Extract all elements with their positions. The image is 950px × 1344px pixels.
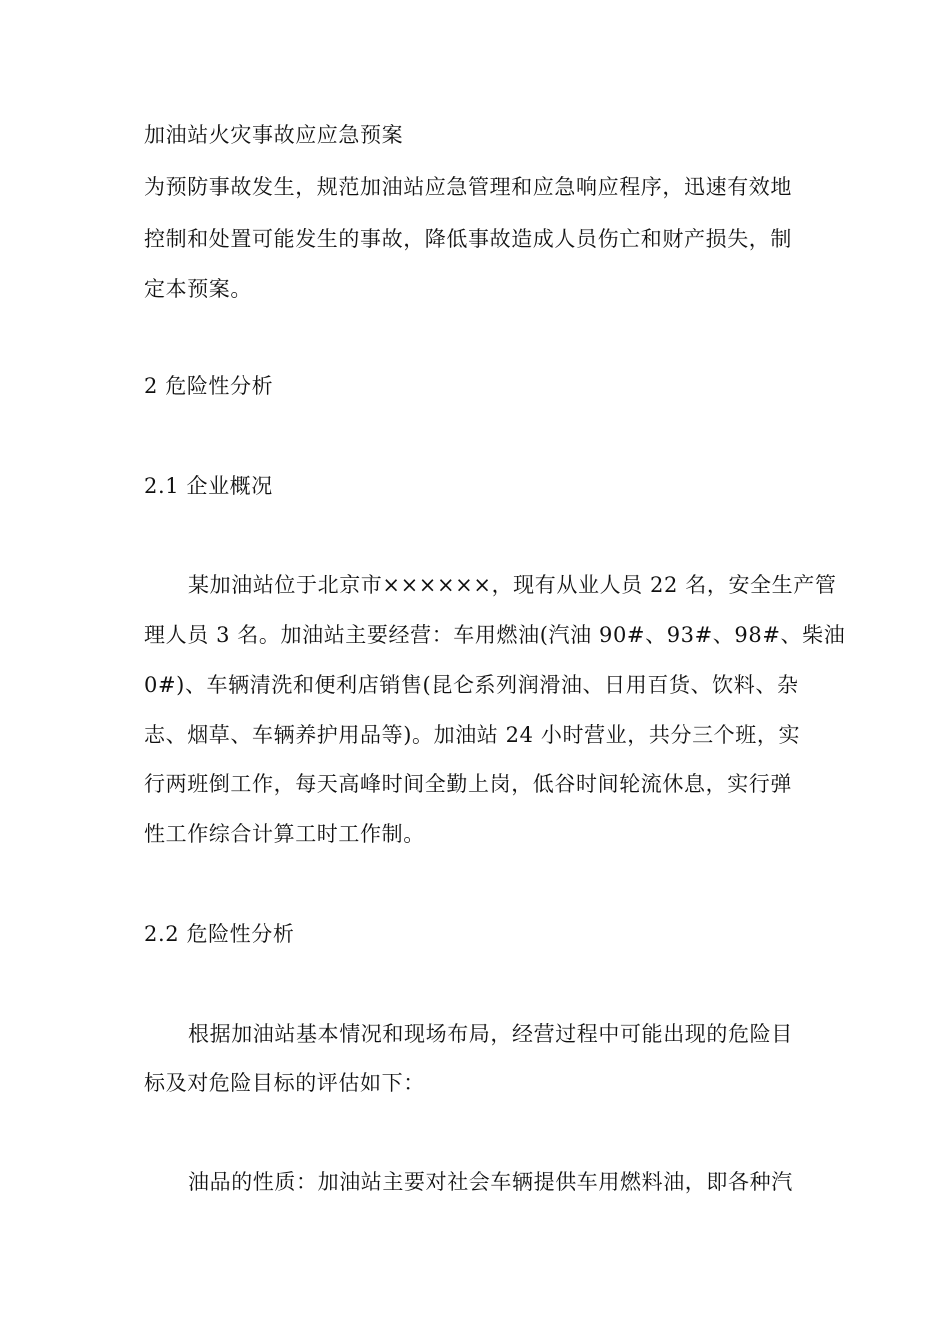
section-2-1-line-1: 某加油站位于北京市××××××，现有从业人员 22 名，安全生产管: [188, 573, 837, 597]
section-2-2-line-1: 根据加油站基本情况和现场布局，经营过程中可能出现的危险目: [188, 1022, 793, 1046]
section-2-1-heading: 2.1 企业概况: [144, 474, 273, 498]
section-2-2-heading: 2.2 危险性分析: [144, 922, 295, 946]
section-2-2-line-2: 标及对危险目标的评估如下：: [144, 1071, 425, 1095]
document-title: 加油站火灾事故应应急预案: [144, 123, 404, 147]
section-2-1-line-6: 性工作综合计算工时工作制。: [144, 822, 425, 846]
oil-property-line: 油品的性质：加油站主要对社会车辆提供车用燃料油，即各种汽: [188, 1170, 793, 1194]
purpose-line-1: 为预防事故发生，规范加油站应急管理和应急响应程序，迅速有效地: [144, 175, 792, 199]
section-2-1-line-3: 0#)、车辆清洗和便利店销售(昆仑系列润滑油、日用百货、饮料、杂: [144, 673, 799, 697]
section-2-heading: 2 危险性分析: [144, 374, 274, 398]
section-2-1-line-2: 理人员 3 名。加油站主要经营：车用燃油(汽油 90#、93#、98#、柴油: [144, 623, 846, 647]
section-2-1-line-5: 行两班倒工作，每天高峰时间全勤上岗，低谷时间轮流休息，实行弹: [144, 772, 792, 796]
purpose-line-2: 控制和处置可能发生的事故，降低事故造成人员伤亡和财产损失，制: [144, 227, 792, 251]
purpose-line-3: 定本预案。: [144, 277, 252, 301]
section-2-1-line-4: 志、烟草、车辆养护用品等)。加油站 24 小时营业，共分三个班，实: [144, 723, 801, 747]
